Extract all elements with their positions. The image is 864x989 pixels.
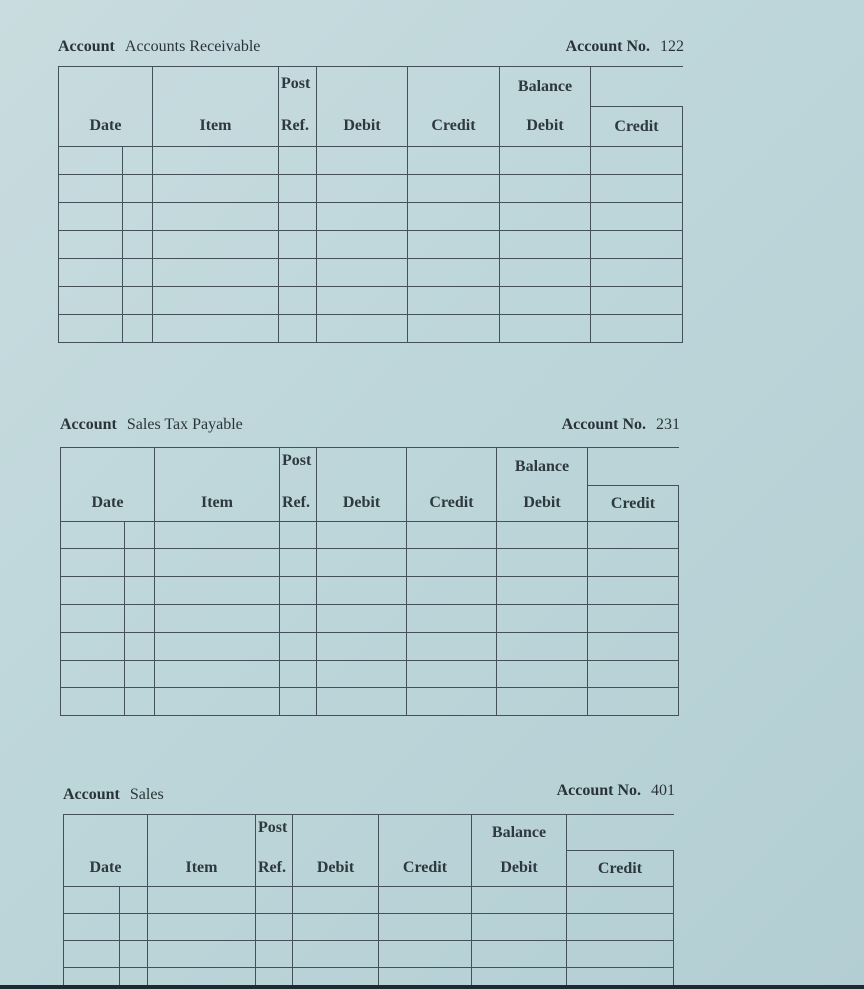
credit-cell[interactable] <box>379 887 472 914</box>
date-month-cell[interactable] <box>61 605 125 633</box>
credit-cell[interactable] <box>407 605 497 633</box>
date-day-cell[interactable] <box>123 315 153 343</box>
date-day-cell[interactable] <box>123 203 153 231</box>
balance-debit-cell[interactable] <box>500 175 591 203</box>
post-header: Post <box>256 815 293 851</box>
debit-cell[interactable] <box>293 914 379 941</box>
item-cell[interactable] <box>153 259 279 287</box>
item-cell[interactable] <box>153 203 279 231</box>
account-title <box>58 38 260 56</box>
balance-debit-cell[interactable] <box>500 259 591 287</box>
date-month-cell[interactable] <box>59 315 123 343</box>
debit-cell[interactable] <box>317 688 407 716</box>
table-row <box>59 231 683 259</box>
balance-credit-header: Credit <box>567 851 674 887</box>
debit-cell[interactable] <box>317 661 407 688</box>
table-row <box>64 914 674 941</box>
balance-credit-cell[interactable] <box>591 175 683 203</box>
date-day-cell[interactable] <box>123 287 153 315</box>
debit-header: Debit <box>317 107 408 147</box>
balance-credit-cell[interactable] <box>588 661 679 688</box>
header-blank <box>317 448 407 486</box>
table-row <box>61 522 679 549</box>
ref-cell[interactable] <box>279 315 317 343</box>
table-row <box>59 287 683 315</box>
credit-cell[interactable] <box>408 315 500 343</box>
item-cell[interactable] <box>155 522 280 549</box>
debit-cell[interactable] <box>317 287 408 315</box>
item-cell[interactable] <box>153 175 279 203</box>
header-blank <box>379 815 472 851</box>
date-month-cell[interactable] <box>61 688 125 716</box>
credit-cell[interactable] <box>407 577 497 605</box>
balance-debit-cell[interactable] <box>497 633 588 661</box>
date-month-cell[interactable] <box>59 259 123 287</box>
item-cell[interactable] <box>155 661 280 688</box>
header-blank <box>591 67 683 107</box>
date-day-cell[interactable] <box>120 941 148 968</box>
account-title <box>60 416 243 434</box>
ref-cell[interactable] <box>280 522 317 549</box>
balance-debit-cell[interactable] <box>500 287 591 315</box>
balance-debit-cell[interactable] <box>472 914 567 941</box>
debit-cell[interactable] <box>293 941 379 968</box>
credit-header: Credit <box>407 486 497 522</box>
date-header: Date <box>64 851 148 887</box>
date-month-cell[interactable] <box>59 175 123 203</box>
header-blank <box>153 67 279 107</box>
balance-credit-cell[interactable] <box>591 147 683 175</box>
balance-debit-cell[interactable] <box>497 661 588 688</box>
date-month-cell[interactable] <box>64 941 120 968</box>
date-month-cell[interactable] <box>59 147 123 175</box>
ref-cell[interactable] <box>280 577 317 605</box>
balance-credit-cell[interactable] <box>591 203 683 231</box>
ref-header: Ref. <box>256 851 293 887</box>
header-blank <box>408 67 500 107</box>
header-blank <box>148 815 256 851</box>
table-row <box>64 941 674 968</box>
balance-credit-cell[interactable] <box>588 605 679 633</box>
account-no-value: 122 <box>660 38 684 55</box>
header-blank <box>588 448 679 486</box>
date-day-cell[interactable] <box>120 914 148 941</box>
ref-cell[interactable] <box>280 605 317 633</box>
debit-cell[interactable] <box>317 605 407 633</box>
balance-credit-cell[interactable] <box>591 315 683 343</box>
debit-cell[interactable] <box>317 315 408 343</box>
date-day-cell[interactable] <box>123 175 153 203</box>
date-day-cell[interactable] <box>125 577 155 605</box>
ledger-rows <box>64 887 674 988</box>
date-day-cell[interactable] <box>125 661 155 688</box>
date-header: Date <box>61 486 155 522</box>
header-blank <box>155 448 280 486</box>
account-name: Sales Tax Payable <box>126 416 243 433</box>
item-cell[interactable] <box>153 231 279 259</box>
balance-credit-cell[interactable] <box>567 941 674 968</box>
credit-cell[interactable] <box>379 941 472 968</box>
ref-cell[interactable] <box>279 175 317 203</box>
credit-cell[interactable] <box>408 231 500 259</box>
account-no-value: 231 <box>656 416 680 433</box>
item-cell[interactable] <box>153 147 279 175</box>
account-name: Sales <box>129 786 164 803</box>
balance-credit-header: Credit <box>591 107 683 147</box>
balance-credit-cell[interactable] <box>588 577 679 605</box>
ledger-table <box>63 814 674 988</box>
debit-cell[interactable] <box>317 259 408 287</box>
header-blank <box>567 815 674 851</box>
header-blank <box>64 815 148 851</box>
item-cell[interactable] <box>153 315 279 343</box>
credit-cell[interactable] <box>408 287 500 315</box>
table-row <box>59 259 683 287</box>
account-number <box>566 38 684 56</box>
balance-debit-cell[interactable] <box>497 549 588 577</box>
header-blank <box>293 815 379 851</box>
date-month-cell[interactable] <box>64 887 120 914</box>
credit-cell[interactable] <box>408 203 500 231</box>
credit-header: Credit <box>408 107 500 147</box>
date-day-cell[interactable] <box>125 605 155 633</box>
table-row <box>61 605 679 633</box>
ref-cell[interactable] <box>256 941 293 968</box>
balance-debit-cell[interactable] <box>497 688 588 716</box>
ref-cell[interactable] <box>279 147 317 175</box>
account-label: Account <box>58 38 115 55</box>
ledger-header <box>58 38 684 62</box>
credit-cell[interactable] <box>379 914 472 941</box>
balance-debit-cell[interactable] <box>500 231 591 259</box>
item-cell[interactable] <box>153 287 279 315</box>
post-header: Post <box>280 448 317 486</box>
credit-header: Credit <box>379 851 472 887</box>
item-cell[interactable] <box>155 577 280 605</box>
account-no-label: Account No. <box>565 38 650 55</box>
ref-cell[interactable] <box>280 549 317 577</box>
date-month-cell[interactable] <box>61 522 125 549</box>
debit-cell[interactable] <box>317 577 407 605</box>
balance-debit-cell[interactable] <box>500 315 591 343</box>
balance-debit-cell[interactable] <box>500 147 591 175</box>
ledger-sales-tax-payable <box>60 416 680 718</box>
credit-cell[interactable] <box>407 549 497 577</box>
date-day-cell[interactable] <box>125 633 155 661</box>
item-header: Item <box>148 851 256 887</box>
date-day-cell[interactable] <box>123 259 153 287</box>
debit-header: Debit <box>293 851 379 887</box>
credit-cell[interactable] <box>408 147 500 175</box>
date-month-cell[interactable] <box>59 231 123 259</box>
debit-header: Debit <box>317 486 407 522</box>
debit-cell[interactable] <box>317 203 408 231</box>
item-cell[interactable] <box>148 887 256 914</box>
balance-credit-cell[interactable] <box>588 522 679 549</box>
balance-header: Balance <box>500 67 591 107</box>
date-month-cell[interactable] <box>61 577 125 605</box>
balance-debit-cell[interactable] <box>497 605 588 633</box>
table-row <box>59 147 683 175</box>
account-no-value: 401 <box>651 782 675 799</box>
debit-cell[interactable] <box>317 549 407 577</box>
account-name: Accounts Receivable <box>124 38 261 55</box>
balance-header: Balance <box>472 815 567 851</box>
monitor-bezel <box>0 985 864 989</box>
ref-cell[interactable] <box>279 231 317 259</box>
credit-cell[interactable] <box>407 661 497 688</box>
credit-cell[interactable] <box>407 522 497 549</box>
ref-cell[interactable] <box>256 914 293 941</box>
item-cell[interactable] <box>148 914 256 941</box>
table-row <box>61 633 679 661</box>
table-row <box>61 549 679 577</box>
balance-credit-cell[interactable] <box>591 287 683 315</box>
header-blank <box>59 67 153 107</box>
balance-credit-cell[interactable] <box>588 549 679 577</box>
ref-header: Ref. <box>280 486 317 522</box>
item-cell[interactable] <box>155 605 280 633</box>
header-blank <box>317 67 408 107</box>
balance-credit-cell[interactable] <box>591 231 683 259</box>
debit-cell[interactable] <box>317 231 408 259</box>
ledger-accounts-receivable <box>58 38 684 350</box>
table-row <box>59 175 683 203</box>
balance-credit-cell[interactable] <box>567 914 674 941</box>
balance-credit-cell[interactable] <box>591 259 683 287</box>
balance-debit-cell[interactable] <box>497 577 588 605</box>
account-number <box>562 416 680 434</box>
account-no-label: Account No. <box>556 782 641 799</box>
table-row <box>61 688 679 716</box>
debit-cell[interactable] <box>317 633 407 661</box>
credit-cell[interactable] <box>407 688 497 716</box>
credit-cell[interactable] <box>407 633 497 661</box>
ledger-sales <box>63 782 675 987</box>
date-day-cell[interactable] <box>120 887 148 914</box>
table-row <box>59 203 683 231</box>
ref-cell[interactable] <box>279 203 317 231</box>
balance-debit-header: Debit <box>500 107 591 147</box>
item-cell[interactable] <box>155 688 280 716</box>
ref-cell[interactable] <box>280 633 317 661</box>
balance-credit-cell[interactable] <box>567 887 674 914</box>
ledger-table <box>60 447 679 716</box>
date-month-cell[interactable] <box>59 203 123 231</box>
header-blank <box>407 448 497 486</box>
account-label: Account <box>60 416 117 433</box>
date-day-cell[interactable] <box>123 147 153 175</box>
table-row <box>59 315 683 343</box>
account-number <box>557 782 675 800</box>
date-month-cell[interactable] <box>61 549 125 577</box>
debit-cell[interactable] <box>317 175 408 203</box>
balance-debit-cell[interactable] <box>497 522 588 549</box>
balance-credit-cell[interactable] <box>588 688 679 716</box>
balance-debit-cell[interactable] <box>472 941 567 968</box>
debit-cell[interactable] <box>317 147 408 175</box>
date-month-cell[interactable] <box>61 661 125 688</box>
date-month-cell[interactable] <box>61 633 125 661</box>
balance-header: Balance <box>497 448 588 486</box>
ledger-rows <box>61 522 679 716</box>
date-month-cell[interactable] <box>59 287 123 315</box>
balance-credit-header: Credit <box>588 486 679 522</box>
balance-debit-header: Debit <box>472 851 567 887</box>
table-row <box>61 661 679 688</box>
ref-cell[interactable] <box>279 287 317 315</box>
ledger-table <box>58 66 683 343</box>
table-row <box>61 577 679 605</box>
date-day-cell[interactable] <box>125 549 155 577</box>
date-day-cell[interactable] <box>125 688 155 716</box>
credit-cell[interactable] <box>408 175 500 203</box>
item-header: Item <box>155 486 280 522</box>
ledger-rows <box>59 147 683 343</box>
table-row <box>64 887 674 914</box>
ref-cell[interactable] <box>256 887 293 914</box>
debit-cell[interactable] <box>317 522 407 549</box>
account-title <box>63 786 164 804</box>
date-day-cell[interactable] <box>123 231 153 259</box>
post-header: Post <box>279 67 317 107</box>
date-month-cell[interactable] <box>64 914 120 941</box>
account-label: Account <box>63 786 120 803</box>
item-cell[interactable] <box>148 941 256 968</box>
ref-cell[interactable] <box>280 688 317 716</box>
date-day-cell[interactable] <box>125 522 155 549</box>
header-blank <box>61 448 155 486</box>
ref-cell[interactable] <box>279 259 317 287</box>
credit-cell[interactable] <box>408 259 500 287</box>
item-cell[interactable] <box>155 633 280 661</box>
item-header: Item <box>153 107 279 147</box>
ref-header: Ref. <box>279 107 317 147</box>
balance-debit-cell[interactable] <box>472 887 567 914</box>
ledger-header <box>63 782 675 806</box>
ref-cell[interactable] <box>280 661 317 688</box>
balance-credit-cell[interactable] <box>588 633 679 661</box>
item-cell[interactable] <box>155 549 280 577</box>
balance-debit-cell[interactable] <box>500 203 591 231</box>
date-header: Date <box>59 107 153 147</box>
account-no-label: Account No. <box>561 416 646 433</box>
ledger-header <box>60 416 680 440</box>
balance-debit-header: Debit <box>497 486 588 522</box>
debit-cell[interactable] <box>293 887 379 914</box>
